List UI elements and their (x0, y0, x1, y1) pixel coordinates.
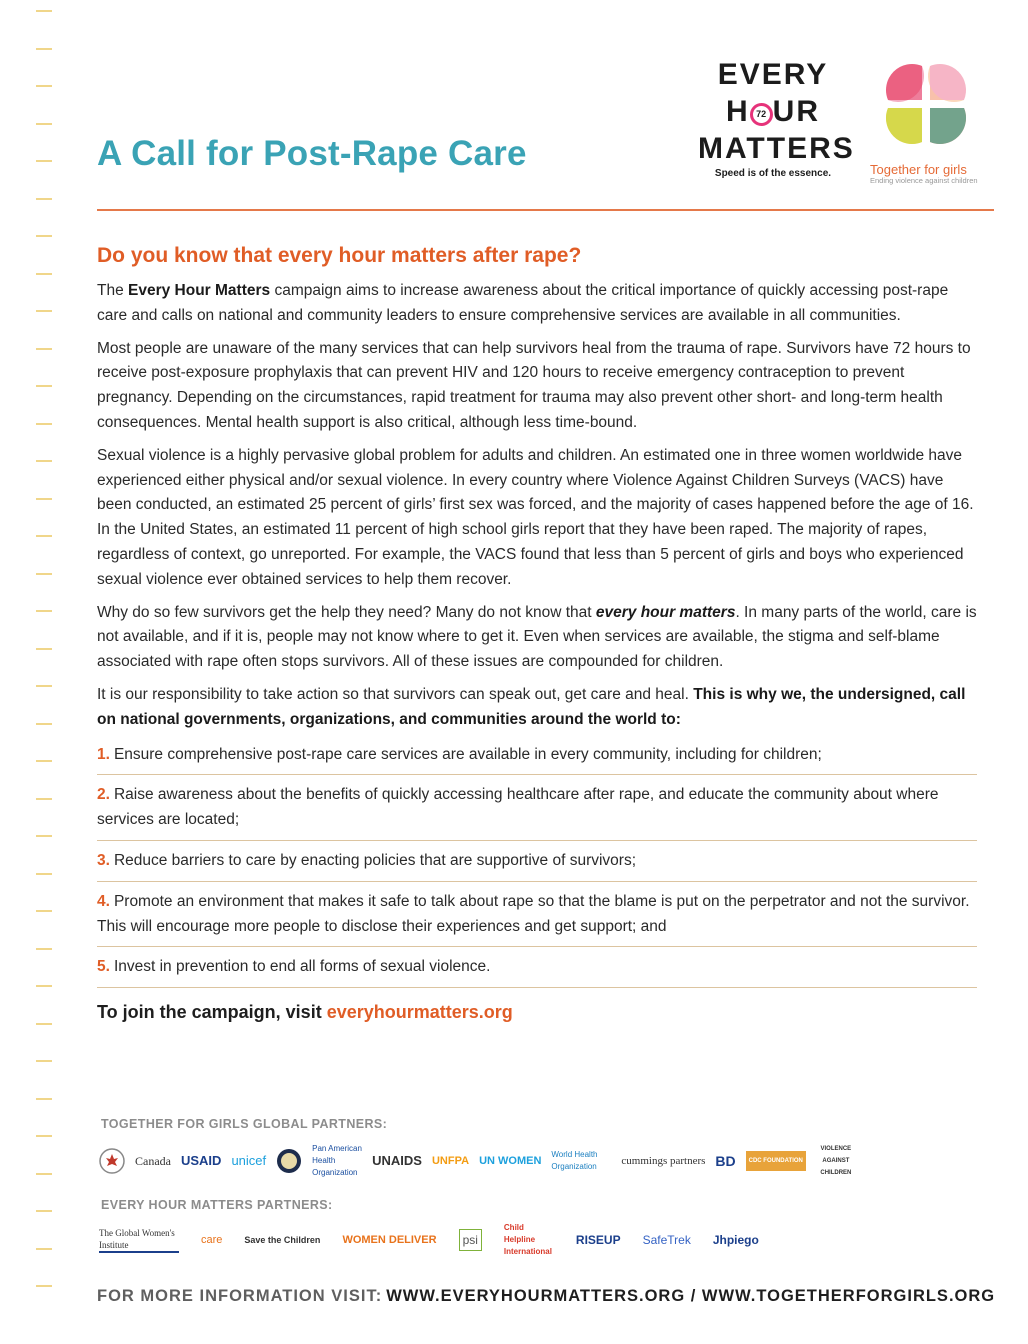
p4-after: . In many parts of the world, care is not available, and if it is, people may not know where to get it. Even when services are available, the stigma and self-blame associated with rape often stops survivors. All of these issues are compounded for children. (97, 603, 977, 671)
paragraph-3: Sexual violence is a highly pervasive global problem for adults and children. An estimated one in three women worldwide have experienced either physical and/or sexual violence. In every country where Violence Against Children Surveys (VACS) have been conducted, an estimated 25 percent of girls’ first sex was forced, and the majority of cases happened before the age of 16. In the United States, an estimated 11 percent of high school girls report that they have been raped. The majority of rapes, regardless of context, go unreported. For example, the VACS found that less than 5 percent of girls and boys who experienced sexual violence ever obtained services to help them recover. (97, 446, 974, 588)
campaign-name: Every Hour Matters (128, 282, 271, 299)
footer-links[interactable]: WWW.EVERYHOURMATTERS.ORG / WWW.TOGETHERFORGIRLS.ORG (386, 1287, 996, 1305)
partner-logo: psi (459, 1229, 482, 1251)
list-text: Reduce barriers to care by enacting policies that are supportive of survivors; (113, 851, 637, 869)
partner-logo: Save the Children (244, 1235, 321, 1245)
list-number: 3. (97, 851, 110, 869)
list-item (97, 955, 977, 988)
partner-logo: UNFPA (431, 1155, 470, 1167)
call-statement: This is why we, the undersigned, call on national governments, organizations, and communities around the world to: (97, 685, 966, 728)
paragraph-2: Most people are unaware of the many services that can help survivors heal from the trauma of rape. Survivors have 72 hours to receive post-exposure prophylaxis that can prevent HIV and 120 hours to receive emergency contraception to prevent pregnancy. Depending on the circumstances, rapid treatment for trauma may also prevent other short- and long-term health consequences. Mental health support is also critical, although less time-bound. (97, 339, 971, 431)
partner-logo: Jhpiego (712, 1233, 759, 1247)
global-partners-label: TOGETHER FOR GIRLS GLOBAL PARTNERS: (101, 1117, 388, 1131)
margin-dash-column (36, 10, 52, 1323)
p4-emphasis: every hour matters (595, 603, 736, 621)
list-item (97, 849, 977, 882)
ehm-partners-label: EVERY HOUR MATTERS PARTNERS: (101, 1198, 333, 1212)
partner-logo: unicef (231, 1153, 267, 1168)
campaign-link[interactable]: everyhourmatters.org (326, 1002, 513, 1023)
list-item (97, 890, 977, 948)
header-divider (97, 209, 994, 211)
us-state-seal-icon (276, 1148, 302, 1174)
list-item (97, 743, 977, 776)
partner-logo: USAID (180, 1153, 222, 1168)
footer-label: FOR MORE INFORMATION VISIT: (97, 1287, 383, 1305)
paragraph-5 (97, 683, 977, 733)
every-hour-matters-logo (698, 56, 855, 179)
list-number: 1. (97, 745, 110, 763)
tfg-logo-subtitle: Ending violence against children (870, 176, 978, 185)
partner-logo: Canada (135, 1154, 171, 1168)
partner-logo: World Health Organization (551, 1150, 598, 1171)
paragraph-4 (97, 601, 977, 675)
partner-logo: SafeTrek (642, 1233, 691, 1247)
ehm-partners-row (99, 1222, 979, 1258)
ehm-logo-line2 (698, 93, 848, 130)
partner-logo: Child Helpline International (503, 1223, 552, 1256)
list-text: Ensure comprehensive post-rape care services are available in every community, including for children; (113, 745, 822, 763)
ehm-logo-line1: EVERY (717, 58, 829, 91)
ehm-72-badge: 72 (750, 103, 773, 126)
tfg-logo-name: Together for girls (870, 162, 967, 177)
list-item (97, 783, 977, 841)
list-text: Raise awareness about the benefits of quickly accessing healthcare after rape, and educate the community about where services are located; (97, 786, 939, 829)
partner-logo: VIOLENCE AGAINST CHILDREN (820, 1146, 852, 1176)
partner-logo: Pan American Health Organization (312, 1144, 362, 1177)
p5-before: It is our responsibility to take action so that survivors can speak out, get care and heal. (97, 685, 694, 703)
section-heading: Do you know that every hour matters after rape? (97, 244, 582, 267)
list-number: 2. (97, 786, 110, 804)
partner-logo: cummings partners (621, 1155, 706, 1167)
list-number: 5. (97, 958, 110, 976)
partner-logo: WOMEN DELIVER (342, 1234, 437, 1246)
list-number: 4. (97, 892, 110, 910)
partner-logo: CDC FOUNDATION (746, 1151, 806, 1171)
main-content (97, 244, 977, 1023)
ehm-logo-line3: MATTERS (698, 132, 855, 165)
partner-logo: RISEUP (575, 1233, 621, 1247)
paragraph-1 (97, 279, 977, 329)
footer (97, 1287, 995, 1306)
page-title: A Call for Post-Rape Care (97, 134, 527, 173)
p1-before: The (97, 282, 129, 299)
partner-logo: UNAIDS (372, 1153, 422, 1168)
cta-text: To join the campaign, visit (97, 1002, 327, 1023)
p4-before: Why do so few survivors get the help they need? Many do not know that (97, 603, 596, 621)
partner-logo: The Global Women's Institute (99, 1227, 179, 1253)
ehm-tagline: Speed is of the essence. (714, 168, 832, 179)
ehm-logo-h: H (725, 95, 750, 128)
global-partners-row (99, 1143, 979, 1179)
partner-logo: BD (715, 1153, 736, 1169)
partner-logo: UN WOMEN (479, 1155, 542, 1167)
join-campaign-cta (97, 1002, 977, 1023)
ehm-logo-ur: UR (772, 95, 820, 128)
list-text: Promote an environment that makes it safe to talk about rape so that the blame is put on the perpetrator and not the survivor. This will encourage more people to disclose their experiences and get support; and (97, 892, 970, 935)
canada-flag-icon (99, 1148, 125, 1174)
p1-after: campaign aims to increase awareness about the critical importance of quickly accessing post-rape care and calls on national and community leaders to ensure comprehensive services are available in all communities. (97, 282, 949, 324)
list-text: Invest in prevention to end all forms of sexual violence. (113, 958, 491, 976)
together-for-girls-clover-icon (866, 50, 986, 160)
call-list (97, 743, 977, 989)
partner-logo: care (201, 1234, 223, 1246)
